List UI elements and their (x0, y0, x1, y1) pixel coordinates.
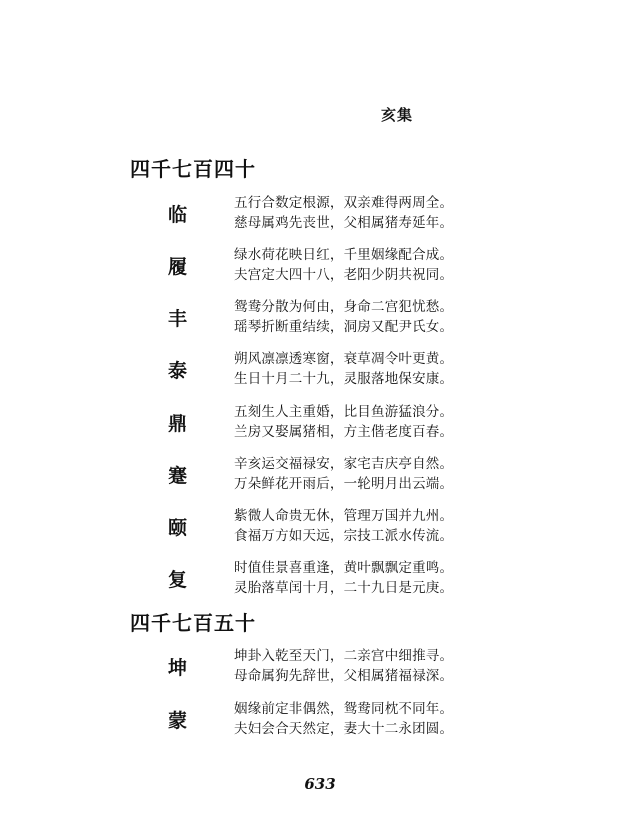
entry (0, 243, 640, 287)
entry-line: 辛亥运交福禄安，家宅吉庆亭自然。 (234, 456, 454, 472)
entry-line: 坤卦入乾至天门，二亲宫中细推寻。 (234, 648, 454, 664)
entry (0, 697, 640, 741)
entry-name: 临 (168, 204, 188, 226)
entry-name: 蒙 (168, 710, 188, 732)
entry-line: 慈母属鸡先丧世，父相属猪寿延年。 (234, 215, 454, 231)
entry-line: 灵胎落草闰十月，二十九日是元庚。 (234, 580, 454, 596)
entry-line: 夫宫定大四十八，老阳少阴共祝同。 (234, 267, 454, 283)
entry-line: 万朵鲜花开雨后，一轮明月出云端。 (234, 476, 454, 492)
entry-line: 母命属狗先辞世，父相属猪福禄深。 (234, 668, 454, 684)
entry (0, 191, 640, 235)
entry-line: 生日十月二十九，灵服落地保安康。 (234, 371, 454, 387)
entry (0, 347, 640, 391)
entry-line: 时值佳景喜重逢，黄叶飘飘定重鸣。 (234, 560, 454, 576)
entry (0, 452, 640, 496)
section-title: 四千七百四十 (130, 157, 256, 181)
entry-name: 履 (168, 256, 188, 278)
running-header: 亥集 (381, 106, 414, 124)
entry-name: 鼎 (168, 413, 188, 435)
entry-line: 绿水荷花映日红，千里姻缘配合成。 (234, 247, 454, 263)
entry (0, 556, 640, 600)
entry-name: 泰 (168, 360, 188, 382)
entry-name: 丰 (168, 308, 188, 330)
entry (0, 504, 640, 548)
entry-name: 蹇 (168, 465, 188, 487)
entry-line: 五刻生人主重婚，比目鱼游猛浪分。 (234, 404, 454, 420)
entry-line: 瑶琴折断重结续，洞房又配尹氏女。 (234, 319, 454, 335)
entry-name: 坤 (168, 657, 188, 679)
entry-name: 复 (168, 569, 188, 591)
entry (0, 644, 640, 688)
entry-line: 姻缘前定非偶然，鸳鸯同枕不同年。 (234, 701, 454, 717)
page-number: 633 (304, 775, 336, 793)
entry-line: 鸳鸯分散为何由，身命二宫犯忧愁。 (234, 299, 454, 315)
section-title: 四千七百五十 (130, 611, 256, 635)
entry (0, 295, 640, 339)
entry-line: 夫妇会合天然定，妻大十二永团圆。 (234, 721, 454, 737)
entry-line: 朔风凛凛透寒窗，衰草凋令叶更黄。 (234, 351, 454, 367)
entry-name: 颐 (168, 517, 188, 539)
entry-line: 兰房又娶属猪相，方主偕老度百春。 (234, 424, 454, 440)
entry (0, 400, 640, 444)
entry-line: 食福万方如天远，宗技工派水传流。 (234, 528, 454, 544)
entry-line: 紫微人命贵无休，管理万国并九州。 (234, 508, 454, 524)
entry-line: 五行合数定根源，双亲难得两周全。 (234, 195, 454, 211)
